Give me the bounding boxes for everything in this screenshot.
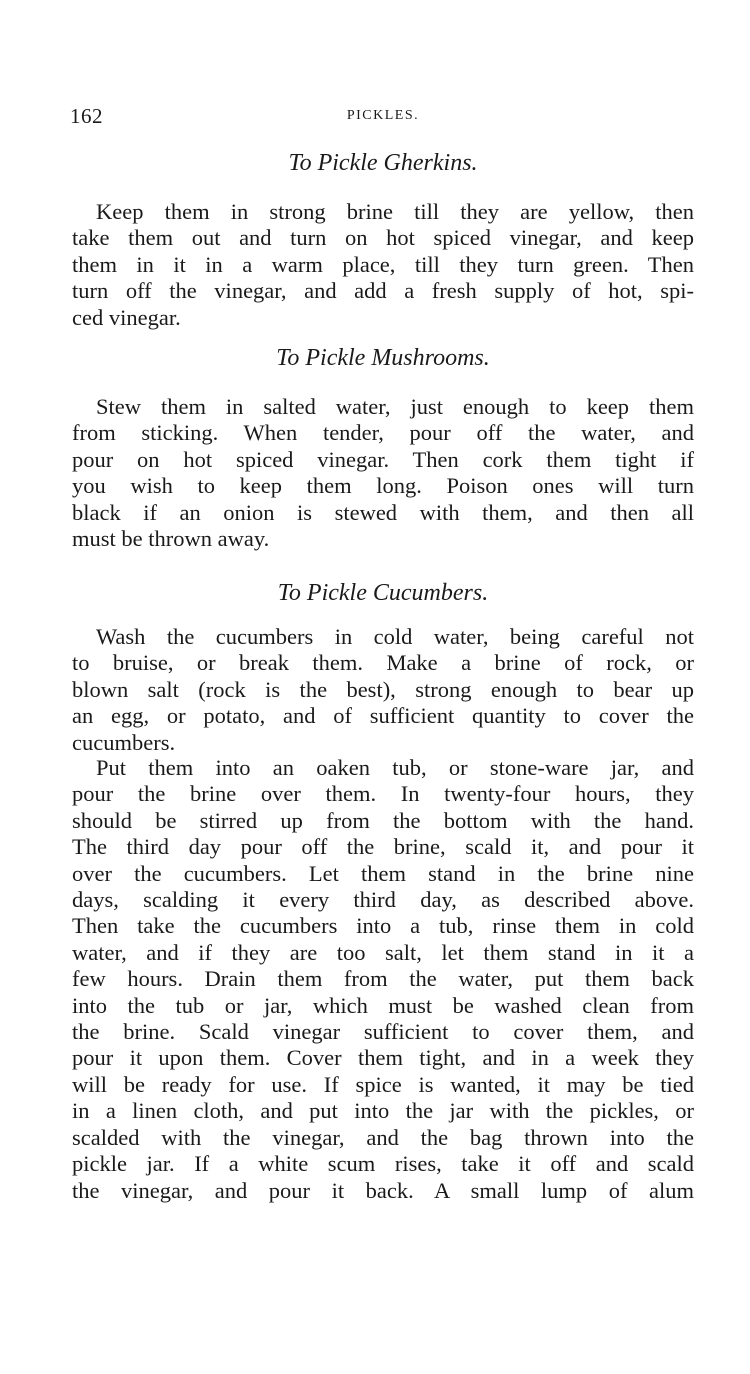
text-line: will be ready for use. If spice is wanted, it may be tied (72, 1071, 694, 1097)
text-line: pour it upon them. Cover them tight, and in a week they (72, 1045, 694, 1071)
text-line: pickle jar. If a white scum rises, take it off and scald (72, 1151, 694, 1177)
recipe-paragraph-cucumbers-2 (72, 755, 694, 1204)
text-line: over the cucumbers. Let them stand in the brine nine (72, 860, 694, 886)
recipe-paragraph-cucumbers-1 (72, 624, 694, 756)
text-line: pour the brine over them. In twenty-four hours, they (72, 781, 694, 807)
text-line: few hours. Drain them from the water, put them back (72, 966, 694, 992)
text-line: Stew them in salted water, just enough to keep them (96, 394, 694, 419)
text-line: the vinegar, and pour it back. A small lump of alum (72, 1177, 694, 1203)
text-line: into the tub or jar, which must be washed clean from (72, 992, 694, 1018)
running-head (70, 104, 696, 130)
text-line: blown salt (rock is the best), strong enough to bear up (72, 676, 694, 702)
recipe-paragraph-mushrooms (72, 394, 694, 552)
text-line: turn off the vinegar, and add a fresh supply of hot, spi- (72, 278, 694, 304)
text-line: cucumbers. (72, 729, 176, 755)
text-line: Put them into an oaken tub, or stone-ware jar, and (96, 755, 694, 780)
text-line: should be stirred up from the bottom with the hand. (72, 807, 694, 833)
text-line: take them out and turn on hot spiced vinegar, and keep (72, 225, 694, 251)
text-line: them in it in a warm place, till they turn green. Then (72, 251, 694, 277)
page-number: 162 (70, 104, 103, 128)
text-line: days, scalding it every third day, as described above. (72, 887, 694, 913)
text-line: you wish to keep them long. Poison ones will turn (72, 473, 694, 499)
recipe-heading-mushrooms: To Pickle Mushrooms. (276, 345, 490, 371)
text-line: to bruise, or break them. Make a brine of rock, or (72, 650, 694, 676)
text-line: ced vinegar. (72, 304, 181, 330)
text-line: black if an onion is stewed with them, and then all (72, 499, 694, 525)
text-line: pour on hot spiced vinegar. Then cork them tight if (72, 446, 694, 472)
text-line: water, and if they are too salt, let them stand in it a (72, 939, 694, 965)
text-line: must be thrown away. (72, 526, 270, 552)
recipe-paragraph-gherkins (72, 199, 694, 331)
recipe-heading-cucumbers: To Pickle Cucumbers. (277, 580, 489, 606)
text-line: from sticking. When tender, pour off the water, and (72, 420, 694, 446)
text-line: in a linen cloth, and put into the jar with the pickles, or (72, 1098, 694, 1124)
recipe-heading-gherkins: To Pickle Gherkins. (288, 150, 478, 176)
text-line: Wash the cucumbers in cold water, being careful not (96, 624, 694, 649)
text-line: scalded with the vinegar, and the bag thrown into the (72, 1124, 694, 1150)
text-line: Then take the cucumbers into a tub, rinse them in cold (72, 913, 694, 939)
text-line: the brine. Scald vinegar sufficient to cover them, and (72, 1019, 694, 1045)
text-line: Keep them in strong brine till they are yellow, then (96, 199, 694, 224)
text-line: The third day pour off the brine, scald it, and pour it (72, 834, 694, 860)
text-line: an egg, or potato, and of sufficient quantity to cover the (72, 703, 694, 729)
running-title: PICKLES. (346, 108, 420, 123)
